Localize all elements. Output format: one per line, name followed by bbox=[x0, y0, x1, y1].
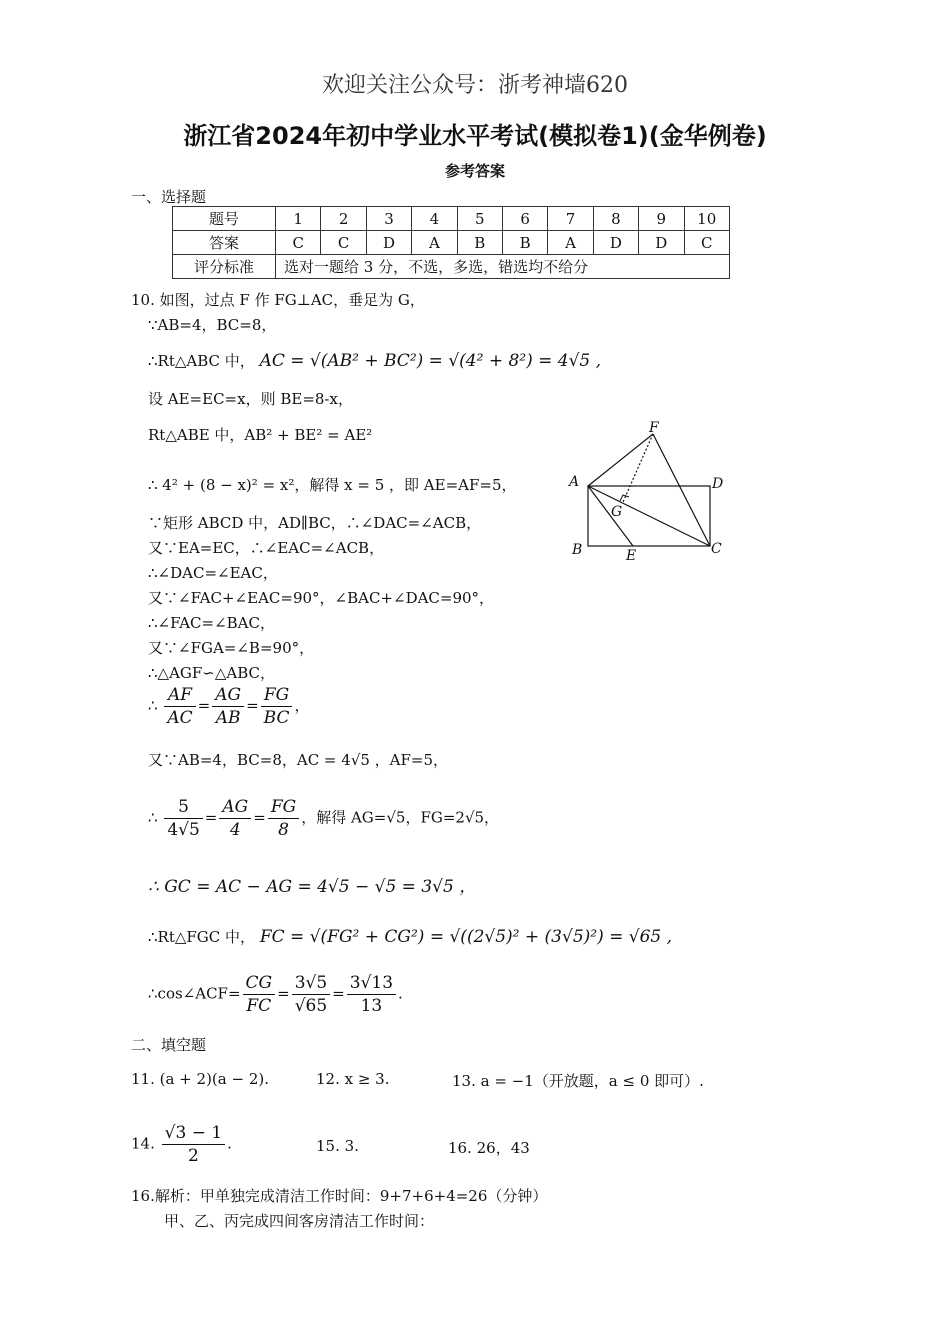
row-label: 题号 bbox=[173, 207, 276, 231]
fraction: $\frac{AF}{AC}$ bbox=[164, 684, 195, 729]
q10-text: ∴Rt△ABC 中， bbox=[148, 352, 255, 370]
q10-math: AC = √(AB² + BC²) = √(4² + 8²) = 4√5 , bbox=[259, 351, 602, 371]
answer-cell: B bbox=[502, 231, 547, 255]
answer-cell: D bbox=[366, 231, 411, 255]
q14-answer: 14. $\frac{√3 - 1}{2}$ . bbox=[131, 1123, 232, 1166]
q10-line: 又∵EA=EC，∴∠EAC=∠ACB， bbox=[148, 539, 385, 557]
q16-explanation-line: 16.解析：甲单独完成清洁工作时间：9+7+6+4=26（分钟） bbox=[131, 1187, 548, 1205]
fraction: $\frac{3√13}{13}$ bbox=[347, 972, 396, 1017]
page-subtitle: 参考答案 bbox=[444, 162, 505, 180]
label-f: F bbox=[649, 420, 659, 436]
question-number: 6 bbox=[502, 207, 547, 231]
question-number: 10 bbox=[684, 207, 729, 231]
q10-line: ∴△AGF∽△ABC， bbox=[148, 664, 276, 682]
q10-line: 10. 如图，过点 F 作 FG⊥AC，垂足为 G， bbox=[131, 291, 425, 309]
label-g: G bbox=[611, 504, 623, 520]
question-number: 7 bbox=[548, 207, 593, 231]
section-fill-heading: 二、填空题 bbox=[131, 1036, 207, 1054]
segment-fg bbox=[623, 434, 653, 502]
geometry-figure bbox=[565, 420, 735, 570]
question-number: 3 bbox=[366, 207, 411, 231]
answer-cell: D bbox=[639, 231, 684, 255]
q10-line: ∴ GC = AC − AG = 4√5 − √5 = 3√5 ， bbox=[148, 877, 477, 897]
table-row bbox=[173, 255, 730, 279]
q12-answer: 12. x ≥ 3. bbox=[316, 1070, 390, 1088]
q10-math: FC = √(FG² + CG²) = √((2√5)² + (3√5)²) = √65 , bbox=[259, 927, 673, 947]
label-c: C bbox=[711, 541, 722, 557]
fraction: $\frac{FG}{8}$ bbox=[268, 796, 299, 841]
page-title: 浙江省2024年初中学业水平考试(模拟卷1)(金华例卷) bbox=[183, 122, 767, 150]
q10-line: 设 AE=EC=x，则 BE=8-x， bbox=[148, 390, 353, 408]
q16-answer: 16. 26，43 bbox=[448, 1139, 530, 1157]
q10-line bbox=[148, 350, 601, 371]
fraction: $\frac{3√5}{√65}$ bbox=[292, 972, 330, 1017]
answer-cell: A bbox=[412, 231, 457, 255]
page-header: 欢迎关注公众号：浙考神墙620 bbox=[322, 73, 628, 98]
q11-answer: 11. (a + 2)(a − 2). bbox=[131, 1070, 269, 1088]
q13-answer: 13. a = −1（开放题，a ≤ 0 即可）. bbox=[452, 1072, 704, 1090]
fraction: $\frac{FG}{BC}$ bbox=[261, 684, 293, 729]
row-label: 评分标准 bbox=[173, 255, 276, 279]
segment-af bbox=[588, 434, 653, 486]
section-choice-heading: 一、选择题 bbox=[131, 188, 207, 206]
q10-line: ∴ 4² + (8 − x)² = x²，解得 x = 5 ，即 AE=AF=5， bbox=[148, 476, 517, 494]
q16-explanation-line: 甲、乙、丙完成四间客房清洁工作时间： bbox=[164, 1212, 435, 1230]
fraction: $\frac{CG}{FC}$ bbox=[243, 972, 276, 1017]
fraction: $\frac{5}{4√5}$ bbox=[164, 796, 202, 841]
q10-ratio-line: ∴ $\frac{AF}{AC}$ = $\frac{AG}{AB}$ = $\frac{FG}{BC}$ ， bbox=[148, 685, 310, 728]
q10-line: ∵AB=4，BC=8， bbox=[148, 316, 277, 334]
answer-table bbox=[172, 206, 730, 279]
question-number: 5 bbox=[457, 207, 502, 231]
q10-line bbox=[148, 926, 672, 947]
question-number: 4 bbox=[412, 207, 457, 231]
q10-cos-line: ∴cos∠ACF= $\frac{CG}{FC}$ = $\frac{3√5}{√65}$ = $\frac{3√13}{13}$ . bbox=[148, 973, 403, 1016]
q10-line: ∴∠FAC=∠BAC， bbox=[148, 614, 275, 632]
label-d: D bbox=[712, 476, 724, 492]
question-number: 9 bbox=[639, 207, 684, 231]
q15-answer: 15. 3. bbox=[316, 1137, 359, 1155]
q10-line: 又∵∠FGA=∠B=90°， bbox=[148, 639, 315, 657]
q10-line: 又∵AB=4，BC=8，AC = 4√5 ，AF=5， bbox=[148, 751, 449, 769]
row-label: 答案 bbox=[173, 231, 276, 255]
answer-cell: C bbox=[684, 231, 729, 255]
label-a: A bbox=[569, 474, 580, 490]
answer-cell: C bbox=[276, 231, 321, 255]
table-row bbox=[173, 231, 730, 255]
question-number: 1 bbox=[276, 207, 321, 231]
q10-text: ∴Rt△FGC 中， bbox=[148, 928, 256, 946]
q10-line: Rt△ABE 中，AB² + BE² = AE² bbox=[148, 426, 373, 444]
answer-cell: C bbox=[321, 231, 366, 255]
diagonal-ac bbox=[588, 486, 710, 546]
answer-cell: B bbox=[457, 231, 502, 255]
answer-cell: D bbox=[593, 231, 638, 255]
right-angle-mark bbox=[620, 495, 629, 501]
segment-fc bbox=[653, 434, 710, 546]
q10-line: 又∵∠FAC+∠EAC=90°，∠BAC+∠DAC=90°， bbox=[148, 589, 495, 607]
fraction: $\frac{AG}{AB}$ bbox=[212, 684, 244, 729]
answer-cell: A bbox=[548, 231, 593, 255]
label-b: B bbox=[572, 542, 583, 558]
table-row bbox=[173, 207, 730, 231]
q10-line: ∴∠DAC=∠EAC， bbox=[148, 564, 278, 582]
scoring-note: 选对一题给 3 分，不选，多选，错选均不给分 bbox=[276, 255, 730, 279]
q10-line: ∵矩形 ABCD 中，AD∥BC，∴∠DAC=∠ACB， bbox=[148, 514, 482, 532]
question-number: 8 bbox=[593, 207, 638, 231]
fraction: $\frac{AG}{4}$ bbox=[219, 796, 251, 841]
fraction: $\frac{√3 - 1}{2}$ bbox=[162, 1122, 226, 1167]
q10-ratio-line: ∴ $\frac{5}{4√5}$ = $\frac{AG}{4}$ = $\frac{FG}{8}$ ，解得 AG=√5，FG=2√5， bbox=[148, 797, 500, 840]
question-number: 2 bbox=[321, 207, 366, 231]
label-e: E bbox=[626, 548, 637, 564]
